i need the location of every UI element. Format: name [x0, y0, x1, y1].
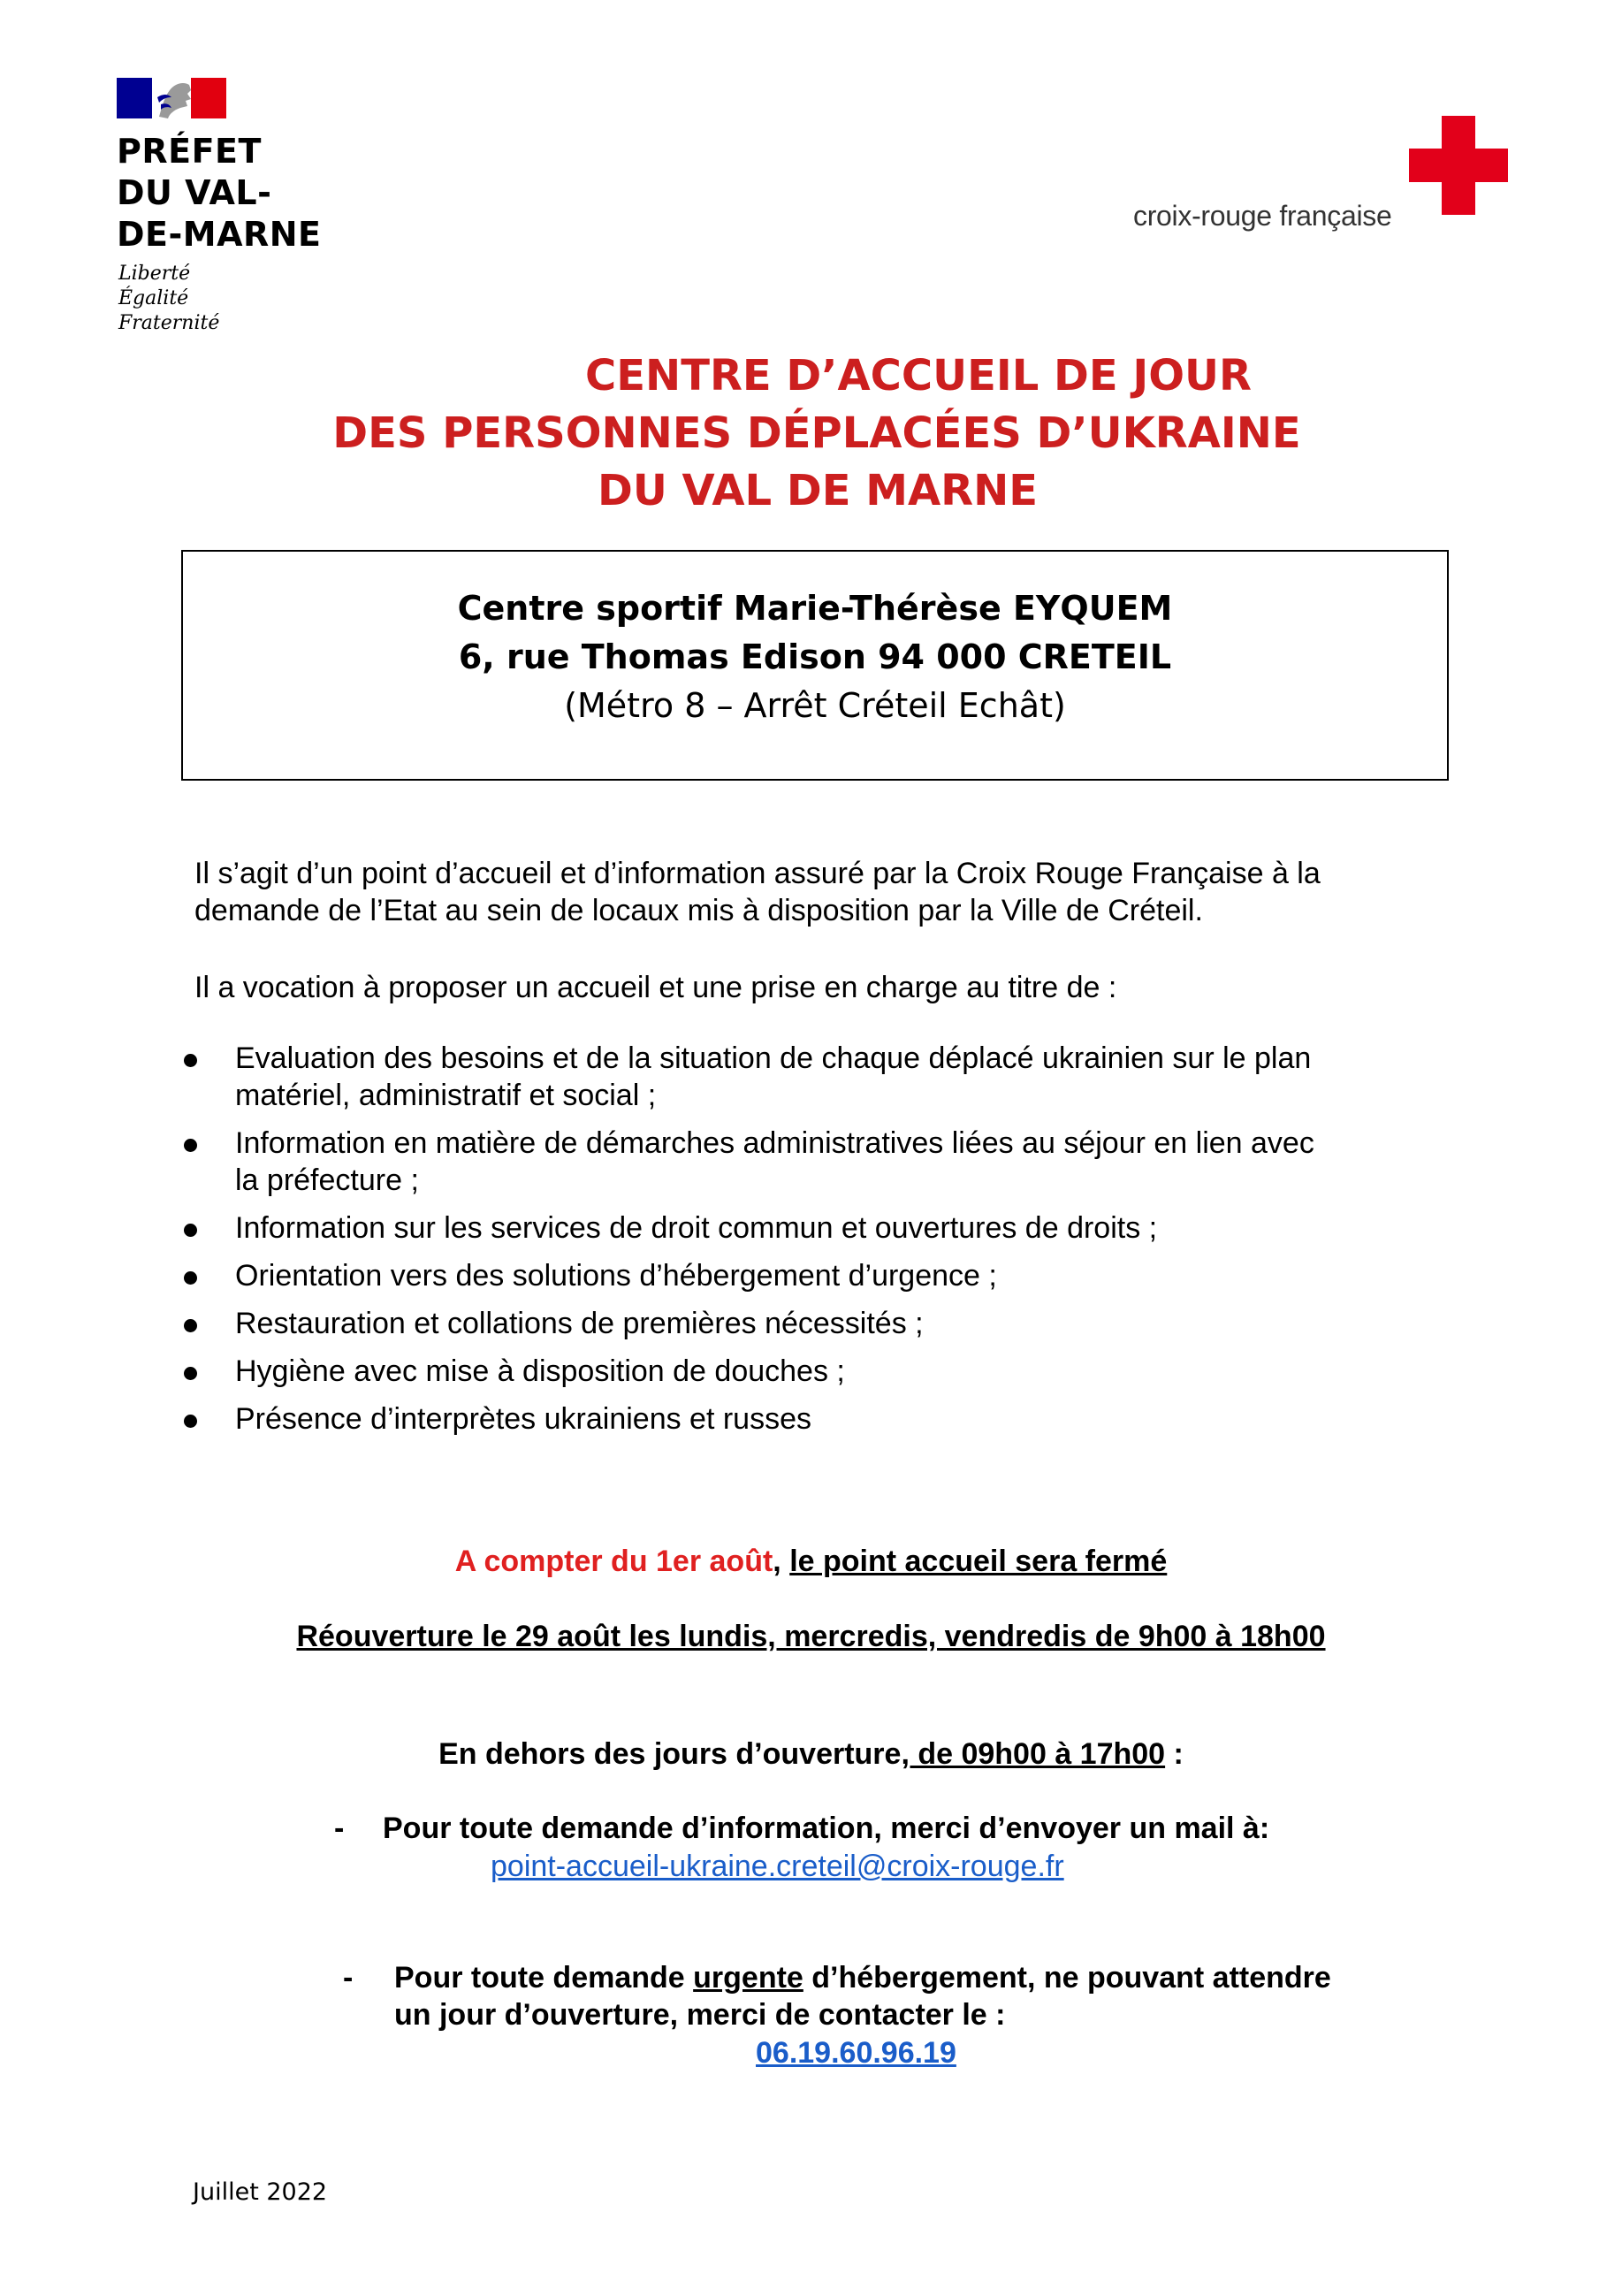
services-list — [184, 1040, 1457, 1448]
street-address: 6, rue Thomas Edison 94 000 CRETEIL — [458, 637, 1172, 676]
venue-name: Centre sportif Marie-Thérèse EYQUEM — [457, 589, 1173, 628]
title-line: CENTRE D’ACCUEIL DE JOUR — [585, 351, 1252, 400]
motto-line: Égalité — [118, 287, 189, 309]
prefet-line: DE-MARNE — [117, 215, 322, 254]
bullet-icon — [184, 1224, 197, 1237]
bullet-icon — [184, 1054, 197, 1067]
closure-date: A compter du 1er août — [454, 1545, 773, 1578]
mission-paragraph: Il a vocation à proposer un accueil et une prise en charge au titre de : — [194, 971, 1117, 1004]
bullet-icon — [184, 1415, 197, 1428]
urgent-contact-text-line2: un jour d’ouverture, merci de contacter le : — [394, 1998, 1006, 2032]
outside-hours-notice: En dehors des jours d’ouverture, de 09h00 à 17h00 : — [438, 1737, 1184, 1771]
metro-info: (Métro 8 – Arrêt Créteil Echât) — [564, 686, 1066, 725]
title-line: DU VAL DE MARNE — [597, 466, 1039, 515]
prefecture-name — [117, 131, 322, 256]
motto-line: Fraternité — [118, 312, 220, 334]
motto-line: Liberté — [118, 263, 191, 285]
list-item: Présence d’interprètes ukrainiens et russes — [184, 1400, 1457, 1438]
bullet-icon — [184, 1271, 197, 1285]
urgent-phone-link[interactable]: 06.19.60.96.19 — [756, 2036, 956, 2070]
list-item: Information sur les services de droit commun et ouvertures de droits ; — [184, 1209, 1457, 1247]
urgent-contact-text: Pour toute demande urgente d’hébergement, ne pouvant attendre — [394, 1961, 1331, 1995]
bullet-icon — [184, 1367, 197, 1380]
bullet-icon — [184, 1139, 197, 1152]
intro-paragraph — [194, 855, 1450, 929]
reopening-notice: Réouverture le 29 août les lundis, mercredis, vendredis de 9h00 à 18h00 — [296, 1620, 1326, 1653]
dash-bullet: - — [343, 1961, 354, 1995]
intro-line: demande de l’Etat au sein de locaux mis à disposition par la Ville de Créteil. — [194, 894, 1203, 927]
list-item: Orientation vers des solutions d’hébergement d’urgence ; — [184, 1257, 1457, 1294]
closure-notice: A compter du 1er août, le point accueil sera fermé — [454, 1545, 1168, 1578]
list-item: Hygiène avec mise à disposition de douches ; — [184, 1353, 1457, 1390]
intro-line: Il s’agit d’un point d’accueil et d’information assuré par la Croix Rouge Française à la — [194, 857, 1321, 890]
republic-motto — [118, 262, 219, 336]
address-box — [181, 550, 1449, 781]
list-item: Restauration et collations de premières nécessités ; — [184, 1305, 1457, 1342]
closure-text: le point accueil sera fermé — [789, 1545, 1168, 1578]
title-line: DES PERSONNES DÉPLACÉES D’UKRAINE — [332, 408, 1301, 458]
croix-rouge-name: croix-rouge française — [1133, 200, 1392, 232]
dash-bullet: - — [334, 1812, 345, 1845]
info-email-link[interactable]: point-accueil-ukraine.creteil@croix-rouge.fr — [491, 1850, 1064, 1883]
marianne-logo — [117, 78, 226, 118]
document-date: Juillet 2022 — [193, 2178, 328, 2206]
prefet-line: PRÉFET — [117, 132, 262, 171]
list-item: Evaluation des besoins et de la situation de chaque déplacé ukrainien sur le plan matériel, administratif et social ; — [184, 1040, 1457, 1114]
list-item: Information en matière de démarches administratives liées au séjour en lien avec la préfecture ; — [184, 1125, 1457, 1199]
red-cross-icon — [1409, 116, 1508, 215]
bullet-icon — [184, 1319, 197, 1332]
info-contact-text: Pour toute demande d’information, merci d’envoyer un mail à: — [383, 1812, 1270, 1845]
prefet-line: DU VAL- — [117, 173, 272, 212]
